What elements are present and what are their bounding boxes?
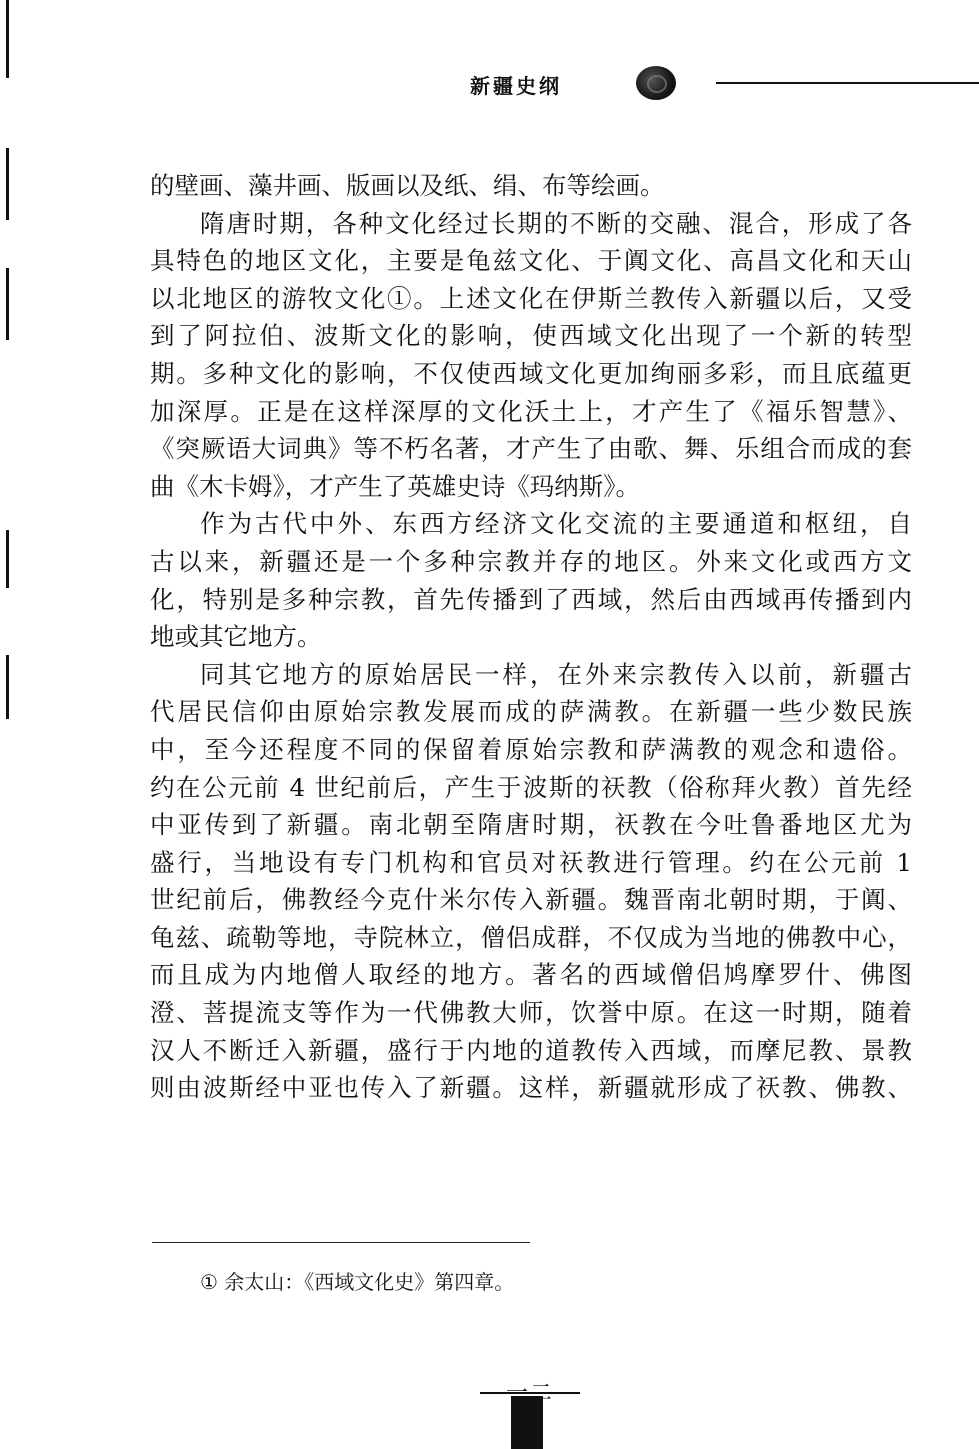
text-line: 中，至今还程度不同的保留着原始宗教和萨满教的观念和遗俗。 [150,734,912,764]
text-line: 曲《木卡姆》，才产生了英雄史诗《玛纳斯》。 [150,471,640,501]
text-line: 则由波斯经中亚也传入了新疆。这样，新疆就形成了祆教、佛教、 [150,1073,912,1103]
text-line: 到了阿拉伯、波斯文化的影响，使西域文化出现了一个新的转型 [150,321,912,351]
text-line: 地或其它地方。 [150,622,322,652]
text-line: 澄、菩提流支等作为一代佛教大师，饮誉中原。在这一时期，随着 [150,998,912,1028]
text-line: 汉人不断迁入新疆，盛行于内地的道教传入西域，而摩尼教、景教 [150,1035,912,1065]
scan-edge-mark [6,655,9,719]
text-line: 具特色的地区文化，主要是龟兹文化、于阗文化、高昌文化和天山 [150,246,912,276]
scan-edge-mark [6,0,9,78]
binding-mark [511,1396,543,1449]
text-line: 盛行，当地设有专门机构和官员对祆教进行管理。约在公元前 1 [150,847,912,877]
running-header [470,66,979,102]
text-line: 加深厚。正是在这样深厚的文化沃土上，才产生了《福乐智慧》、 [150,396,912,426]
scan-edge-mark [6,530,9,588]
footnote: ① 余太山：《西域文化史》第四章。 [200,1270,515,1294]
footnote-rule [152,1242,530,1243]
text-line: 同其它地方的原始居民一样，在外来宗教传入以前，新疆古 [200,659,912,689]
scan-edge-mark [6,148,9,220]
header-title: 新疆史纲 [470,74,562,98]
text-line: 《突厥语大词典》等不朽名著，才产生了由歌、舞、乐组合而成的套 [150,434,912,464]
text-line: 的壁画、藻井画、版画以及纸、绢、布等绘画。 [150,171,665,200]
text-line: 古以来，新疆还是一个多种宗教并存的地区。外来文化或西方文 [150,546,912,576]
text-line: 代居民信仰由原始宗教发展而成的萨满教。在新疆一些少数民族 [150,697,912,727]
header-rule [716,82,979,84]
text-line: 以北地区的游牧文化①。上述文化在伊斯兰教传入新疆以后，又受 [150,283,912,313]
text-line: 期。多种文化的影响，不仅使西域文化更加绚丽多彩，而且底蕴更 [150,358,912,388]
text-line: 而且成为内地僧人取经的地方。著名的西域僧侣鸠摩罗什、佛图 [150,960,912,990]
page-number-rule [480,1392,580,1394]
text-line: 化，特别是多种宗教，首先传播到了西域，然后由西域再传播到内 [150,584,912,614]
text-line: 龟兹、疏勒等地，寺院林立，僧侣成群，不仅成为当地的佛教中心， [150,922,912,952]
body-text [150,167,912,1107]
emblem-icon [636,66,676,100]
text-line: 世纪前后，佛教经今克什米尔传入新疆。魏晋南北朝时期，于阗、 [150,885,912,915]
text-line: 隋唐时期，各种文化经过长期的不断的交融、混合，形成了各 [200,208,912,238]
text-line: 约在公元前 4 世纪前后，产生于波斯的祆教（俗称拜火教）首先经 [150,772,912,802]
text-line: 作为古代中外、东西方经济文化交流的主要通道和枢纽，自 [200,509,912,539]
scan-edge-mark [6,268,9,340]
text-line: 中亚传到了新疆。南北朝至隋唐时期，祆教在今吐鲁番地区尤为 [150,810,912,840]
